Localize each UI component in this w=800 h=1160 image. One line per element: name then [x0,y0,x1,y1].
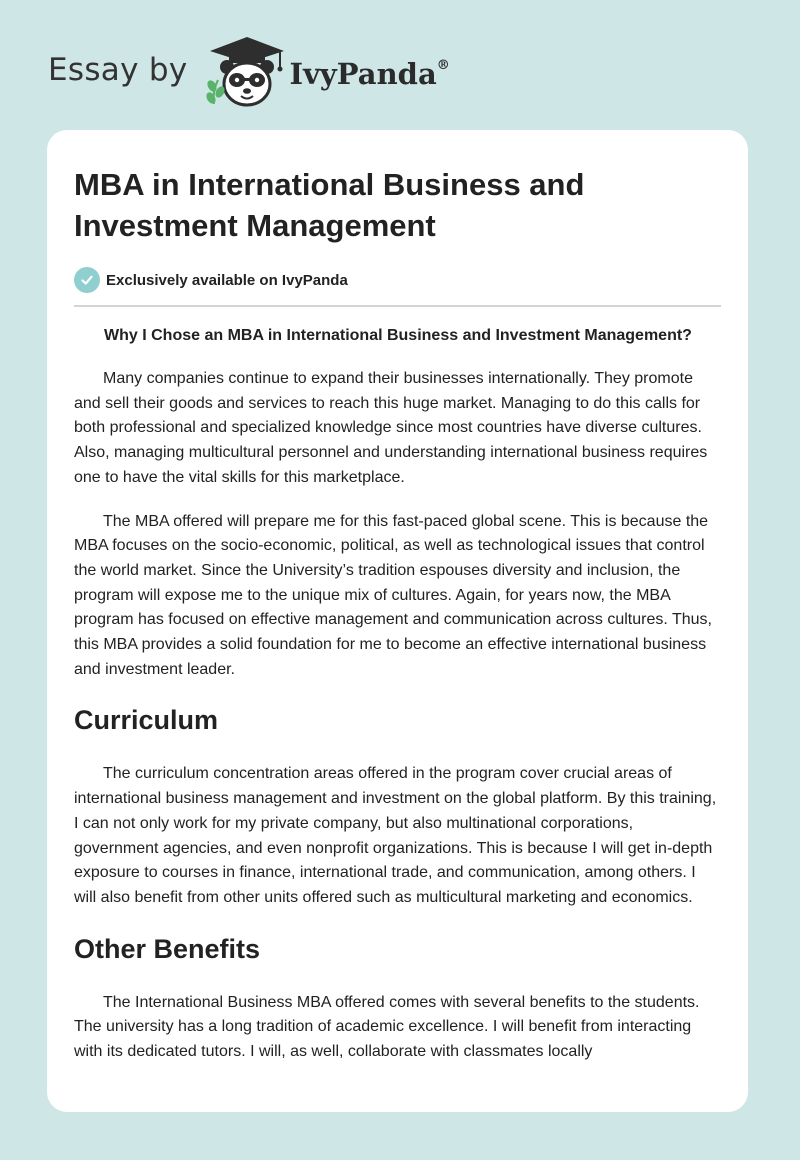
paragraph: The MBA offered will prepare me for this fast-paced global scene. This is because the MBA focuses on the socio-economic, political, as well as technological issues that control the world market. Since the University’s tradition espouses diversity and inclusion, the program will expose me to the unique mix of cultures. Again, for years now, the MBA program has focused on effective management and communication across cultures. Thus, this MBA provides a solid foundation for me to become an effective international business and investment leader. [74,512,712,678]
paragraph: Many companies continue to expand their businesses internationally. They promote and sell their goods and services to reach this huge market. Managing to do this calls for both professional and specialized knowledge since most countries have diverse cultures. Also, managing multicultural personnel and understanding international business requires one to have the vital skills for this marketplace. [74,370,708,486]
panda-logo-icon [202,34,292,110]
essay-by-label: Essay by [48,52,188,88]
divider [74,305,721,307]
section-heading-other-benefits: Other Benefits [74,933,261,964]
essay-title: MBA in International Business and Investment Management [74,167,585,243]
site-header [48,34,450,110]
essay-question: Why I Chose an MBA in International Business and Investment Management? [104,327,692,344]
exclusive-label: Exclusively available on IvyPanda [106,271,348,289]
ivypanda-logo[interactable] [202,34,450,110]
brand-name [290,57,450,91]
exclusive-badge [74,266,721,294]
registered-mark: ® [436,58,450,74]
brand-text: IvyPanda [289,57,437,91]
paragraph: The International Business MBA offered comes with several benefits to the students. The university has a long tradition of academic excellence. I will benefit from interacting with its dedicated tutors. I will, as well, collaborate with classmates locally [74,993,700,1061]
section-heading-curriculum: Curriculum [74,705,219,736]
essay-card [47,130,748,1112]
paragraph: The curriculum concentration areas offered in the program cover crucial areas of international business management and investment on the global platform. By this training, I can not only work for my private company, but also multinational corporations, government agencies, and even nonprofit organizations. This is because I will get in-depth exposure to courses in finance, international trade, and communication, among others. I will also benefit from other units offered such as multicultural marketing and economics. [74,765,717,906]
check-circle-icon [74,267,100,293]
